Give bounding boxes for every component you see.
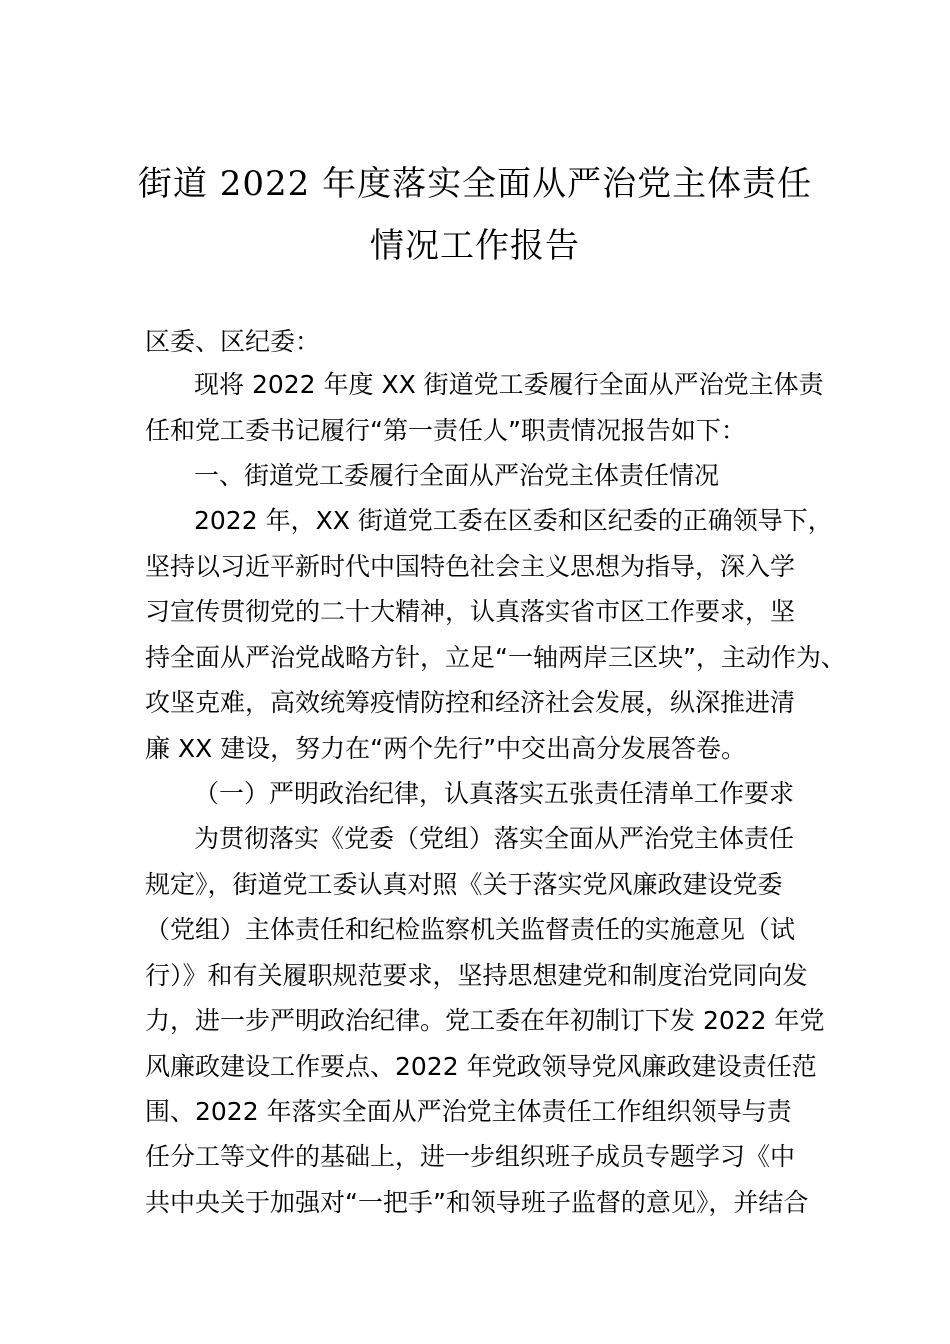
paragraph-line: 为贯彻落实《党委（党组）落实全面从严治党主体责任 xyxy=(194,824,795,853)
paragraph-line: 廉 XX 建设，努力在“两个先行”中交出高分发展答卷。 xyxy=(145,734,747,763)
salutation: 区委、区纪委： xyxy=(145,327,321,356)
paragraph-line: 行）》和有关履职规范要求，坚持思想建党和制度治党同向发 xyxy=(145,961,808,990)
paragraph-line: 攻坚克难，高效统筹疫情防控和经济社会发展，纵深推进清 xyxy=(145,688,796,717)
paragraph-line: 持全面从严治党战略方针，立足“一轴两岸三区块”，主动作为、 xyxy=(145,643,846,672)
paragraph-line: 力，进一步严明政治纪律。党工委在年初制订下发 2022 年党 xyxy=(145,1006,825,1035)
paragraph-line: 习宣传贯彻党的二十大精神，认真落实省市区工作要求，坚 xyxy=(145,597,796,626)
document-title-line-1: 街道 2022 年度落实全面从严治党主体责任 xyxy=(137,164,813,204)
paragraph-line: 2022 年，XX 街道党工委在区委和区纪委的正确领导下， xyxy=(194,506,833,535)
paragraph-line: 风廉政建设工作要点、2022 年党政领导党风廉政建设责任范 xyxy=(145,1052,817,1081)
paragraph-line: 坚持以习近平新时代中国特色社会主义思想为指导，深入学 xyxy=(145,552,796,581)
paragraph-line: 围、2022 年落实全面从严治党主体责任工作组织领导与责 xyxy=(145,1097,792,1126)
paragraph-line: 任分工等文件的基础上，进一步组织班子成员专题学习《中 xyxy=(145,1142,796,1171)
section-heading: 一、街道党工委履行全面从严治党主体责任情况 xyxy=(194,461,720,490)
paragraph-line: 共中央关于加强对“一把手”和领导班子监督的意见》，并结合 xyxy=(145,1188,809,1217)
document-title-line-2: 情况工作报告 xyxy=(370,226,580,266)
paragraph-line: （党组）主体责任和纪检监察机关监督责任的实施意见（试 xyxy=(145,915,796,944)
subsection-heading: （一）严明政治纪律，认真落实五张责任清单工作要求 xyxy=(194,779,795,808)
paragraph-line: 任和党工委书记履行“第一责任人”职责情况报告如下： xyxy=(145,416,746,445)
paragraph-line: 现将 2022 年度 XX 街道党工委履行全面从严治党主体责 xyxy=(194,370,824,399)
paragraph-line: 规定》，街道党工委认真对照《关于落实党风廉政建设党委 xyxy=(145,870,783,899)
